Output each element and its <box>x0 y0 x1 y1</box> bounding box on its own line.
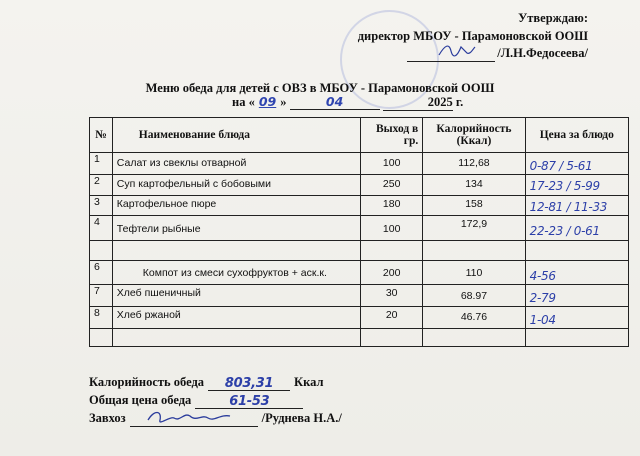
row-price-value: 17-23 / 5-99 <box>529 179 600 193</box>
date-suffix: г. <box>455 95 464 109</box>
footer-block <box>89 373 342 427</box>
table-row <box>90 329 629 347</box>
row-num <box>90 241 113 261</box>
row-dish: Суп картофельный с бобовыми <box>112 175 360 196</box>
row-calories: 112,68 <box>423 153 525 175</box>
row-price <box>525 241 628 261</box>
row-dish: Салат из свеклы отварной <box>112 153 360 175</box>
table-row <box>90 307 629 329</box>
row-num: 6 <box>90 261 113 285</box>
row-weight: 100 <box>361 216 423 241</box>
table-row <box>90 216 629 241</box>
calories-unit: Ккал <box>294 375 324 389</box>
row-price-value: 0-87 / 5-61 <box>529 159 593 173</box>
row-price <box>525 307 628 329</box>
row-calories: 134 <box>423 175 525 196</box>
row-num: 4 <box>90 216 113 241</box>
director-name: /Л.Н.Федосеева/ <box>497 46 588 60</box>
row-price <box>525 153 628 175</box>
price-label: Общая цена обеда <box>89 393 192 407</box>
row-num: 2 <box>90 175 113 196</box>
row-price-value: 12-81 / 11-33 <box>529 200 608 214</box>
row-calories: 172,9 <box>423 216 525 241</box>
row-dish: Картофельное пюре <box>112 196 360 216</box>
header-num: № <box>90 118 113 153</box>
menu-date: на « 09 » 04 2025 г. <box>232 94 464 109</box>
row-price <box>525 216 628 241</box>
row-num: 7 <box>90 285 113 307</box>
approval-block <box>358 10 588 62</box>
row-price <box>525 285 628 307</box>
table-row <box>90 261 629 285</box>
row-dish: Тефтели рыбные <box>112 216 360 241</box>
menu-title: Меню обеда для детей с ОВЗ в МБОУ - Парамоновской ООШ <box>145 81 495 95</box>
row-weight: 100 <box>361 153 423 175</box>
row-calories: 68.97 <box>423 285 525 307</box>
approval-heading: Утверждаю: <box>518 11 588 25</box>
footer-price-row <box>89 391 342 409</box>
date-year: 2025 <box>383 95 453 111</box>
row-price-value: 4-56 <box>529 269 556 283</box>
date-day: 09 <box>258 94 277 109</box>
row-num: 3 <box>90 196 113 216</box>
row-num: 1 <box>90 153 113 175</box>
row-dish <box>112 241 360 261</box>
date-month: 04 <box>290 94 380 110</box>
table-row <box>90 175 629 196</box>
row-weight: 250 <box>361 175 423 196</box>
calories-value: 803,31 <box>208 375 290 391</box>
row-dish <box>112 329 360 347</box>
row-weight: 200 <box>361 261 423 285</box>
manager-name: /Руднева Н.А./ <box>261 411 342 425</box>
table-row <box>90 196 629 216</box>
approval-signature-row <box>358 45 588 62</box>
table-row <box>90 153 629 175</box>
director-signature-line <box>407 47 495 62</box>
row-weight: 180 <box>361 196 423 216</box>
row-price-value: 1-04 <box>529 313 556 327</box>
row-weight: 20 <box>361 307 423 329</box>
row-dish: Хлеб ржаной <box>112 307 360 329</box>
row-price <box>525 329 628 347</box>
footer-calories-row <box>89 373 342 391</box>
row-calories: 158 <box>423 196 525 216</box>
header-dish: Наименование блюда <box>112 118 360 153</box>
header-price: Цена за блюдо <box>525 118 628 153</box>
approval-position: директор МБОУ - Парамоновской ООШ <box>357 29 588 43</box>
row-price <box>525 175 628 196</box>
row-calories: 110 <box>423 261 525 285</box>
row-price <box>525 196 628 216</box>
date-prefix: на « <box>232 95 255 109</box>
row-calories <box>423 329 525 347</box>
row-price <box>525 261 628 285</box>
row-price-value: 22-23 / 0-61 <box>529 224 600 238</box>
row-calories: 46.76 <box>423 307 525 329</box>
manager-label: Завхоз <box>89 411 126 425</box>
row-num: 8 <box>90 307 113 329</box>
table-row <box>90 241 629 261</box>
price-value: 61-53 <box>195 393 303 409</box>
director-signature <box>437 41 477 59</box>
header-weight: Выход в гр. <box>361 118 423 153</box>
row-price-value: 2-79 <box>529 291 556 305</box>
menu-table <box>89 117 629 347</box>
row-weight <box>361 241 423 261</box>
calories-label: Калорийность обеда <box>89 375 205 389</box>
row-calories <box>423 241 525 261</box>
row-num <box>90 329 113 347</box>
manager-signature <box>144 408 234 426</box>
row-weight: 30 <box>361 285 423 307</box>
row-weight <box>361 329 423 347</box>
header-calories: Калорийность (Ккал) <box>423 118 525 153</box>
row-dish: Хлеб пшеничный <box>112 285 360 307</box>
table-header-row <box>90 118 629 153</box>
manager-signature-line <box>130 411 258 427</box>
table-row <box>90 285 629 307</box>
footer-manager-row <box>89 409 342 427</box>
row-dish: Компот из смеси сухофруктов + аск.к. <box>112 261 360 285</box>
